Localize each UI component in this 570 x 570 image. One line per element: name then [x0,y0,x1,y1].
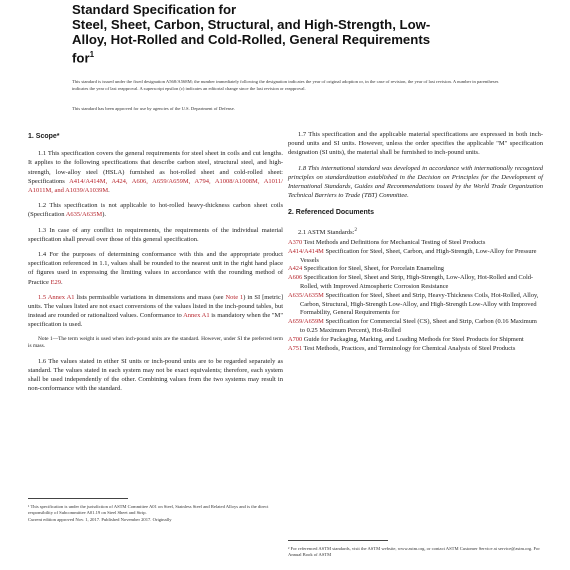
reference-title: Test Methods and Definitions for Mechanical Testing of Steel Products [302,238,486,246]
paragraph-1-8: 1.8 This international standard was developed in accordance with internationally recognized principles on standardization established in the Decision on Principles for the Development of International Standards, Guides and Recommendations issued by the World Trade Organization Technical Barriers to Trade (TBT) Committee. [288,164,543,200]
paragraph-1-7: 1.7 This specification and the applicable material specifications are expressed in both inch-pound units and SI units. However, unless the order specifies the applicable "M" specification designation (SI units), the material shall be furnished to inch-pound units. [288,131,543,157]
paragraph-text: . [61,278,63,286]
paragraph-1-6: 1.6 The values stated in either SI units or inch-pound units are to be regarded separately as standard. The values stated in each system may not be exact equivalents; therefore, each system shall be used independently of the other. Combining values from the two systems may result in non-conformance with the standard. [28,357,283,393]
reference-code-link[interactable]: A414/A414M [288,247,324,255]
footnote-mark: 2 [354,227,358,233]
footnote-text: Current edition approved Nov. 1, 2017. Published November 2017. Originally [28,516,172,522]
footnote-divider [288,540,388,541]
section-heading-scope: 1. Scope* [28,133,60,140]
left-column [28,130,283,400]
designation-note: This standard is issued under the fixed designation A568/A568M; the number immediately following the designation indicates the year of original adoption or, in the case of revision, the year of last revision. A number in parentheses indicates the year of last reapproval. A superscript epsilon (ε) indicates an editorial change since the last revision or reapproval. [72,79,499,91]
reference-code-link[interactable]: A700 [288,335,303,343]
subsection-label: 2.1 ASTM Standards: [298,228,355,236]
reference-link[interactable]: A635/A635M [65,211,103,219]
paragraph-text: 1.2 This specification is not applicable to hot-rolled heavy-thickness carbon sheet coils (Specification [28,202,283,219]
paragraph-text: ). [102,211,107,219]
reference-code-link[interactable]: A751 [288,344,303,352]
paragraph-1-1 [28,149,283,195]
reference-code-link[interactable]: A424 [288,265,303,273]
footnote-text: ¹ This specification is under the jurisdiction of ASTM Committee A01 on Steel, Stainless Steel and Related Alloys and is the direct responsibility of Subcommittee A01.19 on Steel Sheet and Strip. [28,504,269,516]
reference-title: Specification for Steel, Sheet and Strip, High-Strength, Low-Alloy, Hot-Rolled and Cold-Rolled, with Improved Atmospheric Corrosion Resistance [300,274,534,290]
paragraph-text: ) in SI [metric] units. The values listed are not exact conversions of the values listed in the inch-pound tables, but instead are rounded or rationalized values. Conformance to [28,293,284,320]
reference-title: Specification for Steel, Sheet, Carbon, and High-Strength, Low-Alloy for Pressure Vessels [300,247,537,264]
reference-code-link[interactable]: A659/A659M [288,318,324,326]
reference-item [288,274,543,292]
reference-link[interactable]: A414/A414M, A424, A606, A659/A659M, A794, A1008/A1008M, A1011/ A1011M, and A1039/A1039M [28,177,283,195]
footnote-1 [28,504,278,523]
reference-code-link[interactable]: A635/A635M [288,291,324,299]
title-footnote-mark: 1 [89,50,95,59]
title-line [72,47,512,65]
paragraph-text: 1.1 This specification covers the general requirements for steel sheet in coils and cut lengths. It applies to the following specifications that describe carbon steel, structural steel, and high-strength, low-alloy steel (HSLA) furnished as hot-rolled sheet and cold-rolled sheet: Specifications [28,150,283,185]
paragraph-text: 1.4 For the purposes of determining conformance with this and the appropriate product specification referenced in 1.1, values shall be rounded to the nearest unit in the right hand place of figures used in expressing the limiting values in accordance with the rounding method of Practice [28,251,283,286]
paragraph-text: . [108,187,110,195]
paragraph-text: lists permissible variations in dimensions and mass (see [74,293,226,301]
note-1: Note 1—The term weight is used when inch-pound units are the standard. However, under SI the preferred term is mass. [28,335,283,350]
astm-standards-intro [288,226,543,237]
reference-title: Guide for Packaging, Marking, and Loading Methods for Steel Products for Shipment [302,335,524,343]
paragraph-1-3: 1.3 In case of any conflict in requirements, the requirements of the individual material specification shall prevail over those of this general specification. [28,226,283,243]
reference-item [288,265,543,274]
reference-link[interactable]: 1.5 Annex A1 [38,293,75,301]
paragraph-text: is mandatory when the "M" specification is used. [28,312,283,329]
reference-title: Specification for Commercial Steel (CS), Sheet and Strip, Carbon (0.16 Maximum to 0.25 Maximum Percent), Hot-Rolled [300,318,537,334]
reference-title: Specification for Steel, Sheet, for Porcelain Enameling [302,265,444,273]
title-line: Standard Specification for [72,2,237,17]
title-line-end: for [72,50,90,66]
reference-link[interactable]: Note 1 [225,293,244,301]
document-title [72,2,512,65]
right-column [288,130,543,353]
reference-item [288,318,543,336]
footnote-2: ² For referenced ASTM standards, visit the ASTM website, www.astm.org, or contact ASTM Customer Service at service@astm.org. For Annual Book of ASTM [288,546,540,558]
reference-link[interactable]: Annex A1 [183,312,210,320]
reference-title: Specification for Steel, Sheet and Strip, Heavy-Thickness Coils, Hot-Rolled, Alloy, Carbon, Structural, High-Strength Low-Alloy, and High-Strength Low-Alloy with Improved Formability, General Requirements for [300,291,539,317]
paragraph-1-5 [28,293,283,330]
title-line: Alloy, Hot-Rolled and Cold-Rolled, General Requirements [72,32,431,47]
reference-item [288,248,543,266]
footnote-divider [28,498,128,499]
dod-approval-note: This standard has been approved for use by agencies of the U.S. Department of Defense. [72,106,235,111]
reference-item [288,345,543,354]
reference-link[interactable]: E29 [50,278,62,286]
reference-list [288,239,543,353]
reference-code-link[interactable]: A606 [288,274,303,282]
reference-item [288,239,543,248]
paragraph-1-4 [28,250,283,287]
section-heading-referenced-documents: 2. Referenced Documents [288,209,374,217]
reference-title: Test Methods, Practices, and Terminology for Chemical Analysis of Steel Products [302,344,516,352]
paragraph-1-2 [28,201,283,219]
title-line: Steel, Sheet, Carbon, Structural, and High-Strength, Low- [72,17,431,32]
reference-item [288,292,543,318]
reference-code-link[interactable]: A370 [288,238,303,246]
reference-item [288,336,543,345]
